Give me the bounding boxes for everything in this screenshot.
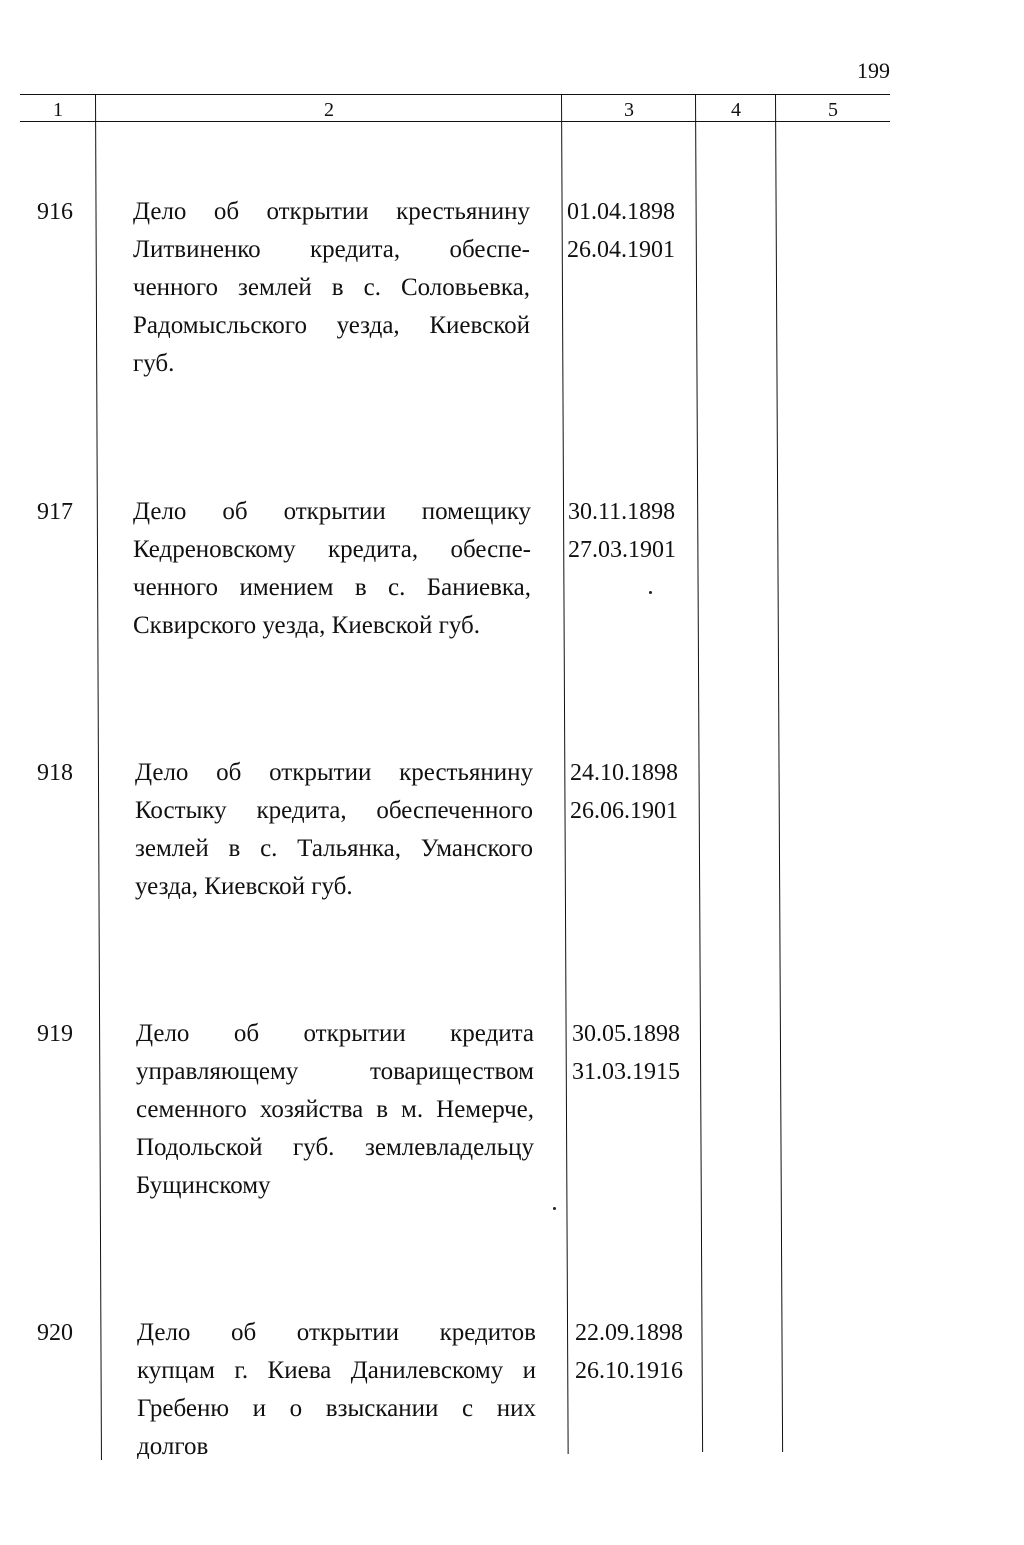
column-rule-1 xyxy=(95,94,102,1460)
record-dates xyxy=(567,193,675,269)
record-title-line: Бущинскому xyxy=(136,1172,271,1199)
record-number: 918 xyxy=(37,760,73,786)
record-title xyxy=(136,1015,534,1205)
record-title xyxy=(133,493,531,645)
record-title-line: управляющему товариществом xyxy=(136,1058,534,1085)
record-title-line: Сквирского уезда, Киевской губ. xyxy=(133,612,480,639)
record-number: 916 xyxy=(37,199,73,225)
record-start-date: 30.05.1898 xyxy=(572,1021,680,1047)
record-title-line: Радомысльского уезда, Киевской xyxy=(133,312,530,339)
column-rule-4 xyxy=(775,94,783,1452)
column-rule-2 xyxy=(561,94,569,1454)
record-title-line: ченного имением в с. Баниевка, xyxy=(133,574,531,601)
record-title-line: губ. xyxy=(133,350,175,377)
record-title-line: Дело об открытии крестьянину xyxy=(133,198,530,225)
record-end-date: 26.10.1916 xyxy=(575,1358,683,1384)
record-title xyxy=(137,1314,536,1466)
record-number: 919 xyxy=(37,1021,73,1047)
column-header-5: 5 xyxy=(828,99,838,121)
column-header-1: 1 xyxy=(53,99,63,121)
record-end-date: 26.04.1901 xyxy=(567,237,675,263)
record-dates xyxy=(575,1314,683,1390)
scan-speck xyxy=(553,1207,556,1210)
record-start-date: 01.04.1898 xyxy=(567,199,675,225)
record-start-date: 24.10.1898 xyxy=(570,760,678,786)
record-title-line: ченного землей в с. Соловьевка, xyxy=(133,274,530,301)
record-title-line: Литвиненко кредита, обеспе- xyxy=(133,236,530,263)
record-start-date: 22.09.1898 xyxy=(575,1320,683,1346)
record-title-line: Дело об открытии крестьянину xyxy=(135,759,533,786)
record-end-date: 27.03.1901 xyxy=(568,537,676,563)
record-title-line: землей в с. Тальянка, Уманского xyxy=(135,835,533,862)
record-title-line: долгов xyxy=(137,1433,209,1460)
record-title-line: семенного хозяйства в м. Немерче, xyxy=(136,1096,534,1123)
record-title-line: уезда, Киевской губ. xyxy=(135,873,353,900)
record-title-line: купцам г. Киева Данилевскому и xyxy=(137,1357,536,1384)
record-title-line: Дело об открытии кредитов xyxy=(137,1319,536,1346)
record-title xyxy=(133,193,530,383)
record-end-date: 26.06.1901 xyxy=(570,798,678,824)
column-rule-3 xyxy=(695,94,703,1452)
record-title-line: Гребеню и о взыскании с них xyxy=(137,1395,536,1422)
record-start-date: 30.11.1898 xyxy=(568,499,676,525)
column-header-3: 3 xyxy=(624,99,634,121)
record-number: 920 xyxy=(37,1320,73,1346)
column-header-2: 2 xyxy=(324,99,334,121)
record-dates xyxy=(572,1015,680,1091)
record-title-line: Дело об открытии помещику xyxy=(133,498,531,525)
page-number: 199 xyxy=(857,58,890,83)
record-title-line: Дело об открытии кредита xyxy=(136,1020,534,1047)
scan-speck xyxy=(649,591,652,594)
record-dates xyxy=(568,493,676,569)
column-header-4: 4 xyxy=(731,99,741,121)
record-title-line: Костыку кредита, обеспеченного xyxy=(135,797,533,824)
record-title-line: Кедреновскому кредита, обеспе- xyxy=(133,536,531,563)
record-end-date: 31.03.1915 xyxy=(572,1059,680,1085)
record-dates xyxy=(570,754,678,830)
record-title xyxy=(135,754,533,906)
table-top-rule xyxy=(20,94,890,95)
record-number: 917 xyxy=(37,499,73,525)
record-title-line: Подольской губ. землевладельцу xyxy=(136,1134,534,1161)
